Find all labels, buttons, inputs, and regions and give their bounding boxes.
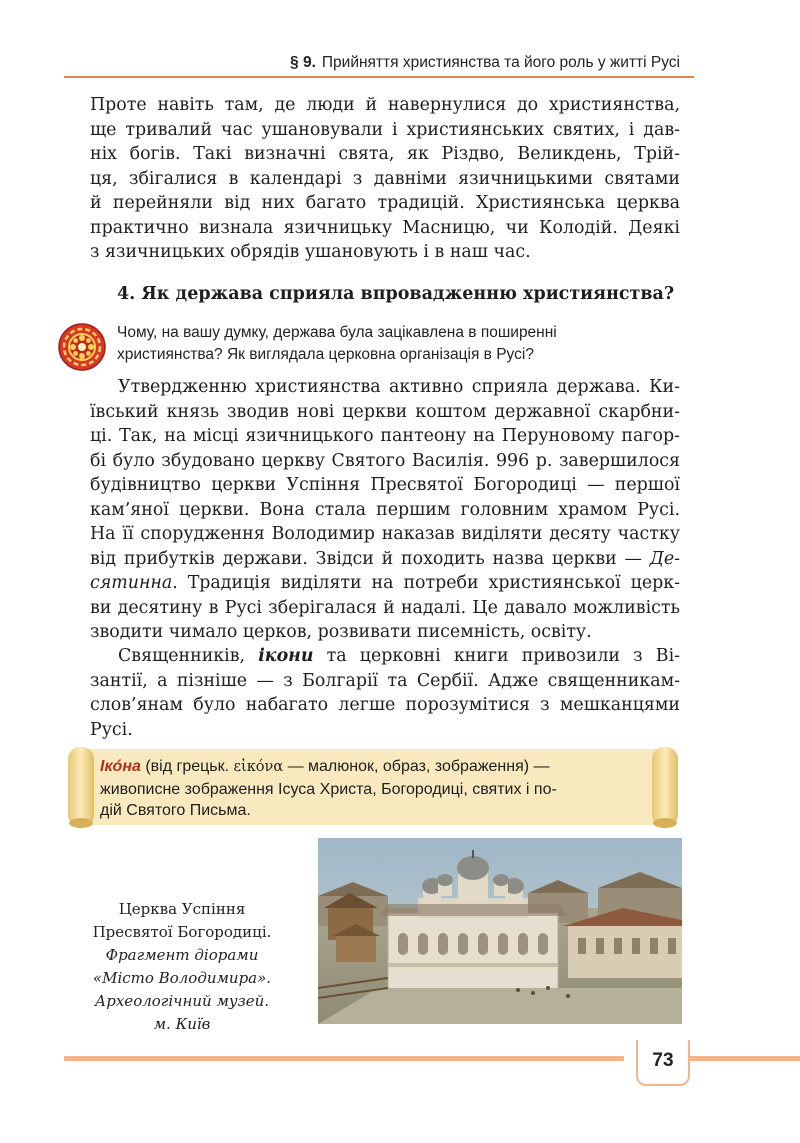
text-run: (від грецьк. bbox=[140, 758, 234, 775]
definition-line: живописне зображення Ісуса Христа, Богородиці, святих і по- bbox=[100, 780, 557, 798]
paragraph-line: ще тривалий час ушановували і християнських святих, і дав- bbox=[90, 119, 680, 140]
paragraph-line: слов’янам було набагато легше порозумітися з мешканцями bbox=[90, 695, 680, 715]
definition-text bbox=[100, 756, 655, 822]
paragraph-line: з язичницьких обрядів ушановують і в наш час. bbox=[90, 242, 531, 262]
church-diorama-photo bbox=[318, 838, 682, 1024]
footer-rule bbox=[686, 1056, 800, 1061]
page-number: 73 bbox=[652, 1050, 674, 1071]
caption-line: м. Київ bbox=[153, 1015, 211, 1033]
header-title: Прийняття християнства та його роль у житті Русі bbox=[321, 54, 680, 71]
text-run: . Традиція виділяти на потреби християнської церк- bbox=[172, 573, 680, 593]
text-run: та церковні книги привозили з Ві- bbox=[313, 646, 681, 666]
paragraph-line: ця, збігалися в календарі з давніми язичницькими святами bbox=[90, 168, 680, 189]
paragraph-3 bbox=[90, 644, 680, 742]
caption-line: «Місто Володимира». bbox=[92, 969, 272, 987]
paragraph-2 bbox=[90, 375, 680, 645]
paragraph-line: ви десятину в Русі зберігалася й надалі. Це давало можливість bbox=[90, 597, 680, 618]
paragraph-line: На її спорудження Володимир наказав виділяти десяту частку bbox=[90, 524, 680, 544]
paragraph-line: й перейняли від них багато традицій. Християнська церква bbox=[90, 193, 680, 213]
italic-term: Де- bbox=[649, 548, 680, 569]
paragraph-line: зводити чимало церков, розвивати писемність, освіту. bbox=[90, 622, 592, 642]
caption-line: Археологічний музей. bbox=[94, 992, 270, 1010]
paragraph-line: Русі. bbox=[90, 719, 133, 740]
text-run: Священників, bbox=[118, 646, 259, 666]
running-header bbox=[64, 50, 694, 78]
definition-term: Ікóна bbox=[100, 758, 141, 775]
ornament-rosette-icon bbox=[57, 322, 107, 372]
image-caption bbox=[62, 898, 302, 1036]
paragraph-1 bbox=[90, 93, 680, 265]
paragraph-line: будівництво церкви Успіння Пресвятої Богородиці — першої bbox=[90, 475, 680, 495]
italic-term: сятинна bbox=[90, 573, 173, 593]
definition-line: дій Святого Письма. bbox=[100, 802, 251, 819]
header-text bbox=[290, 54, 680, 72]
paragraph-line: практично визнала язичницьку Масницю, чи Колодій. Деякі bbox=[90, 217, 680, 238]
text-run: — малюнок, образ, зображення) — bbox=[283, 758, 550, 775]
question-text bbox=[117, 322, 687, 366]
greek-word: εἰκόνα bbox=[233, 759, 284, 775]
paragraph-line: Проте навіть там, де люди й навернулися до християнства, bbox=[90, 95, 680, 115]
footer-rule bbox=[64, 1056, 624, 1061]
section-heading: 4. Як держава сприяла впровадженню християнства? bbox=[117, 284, 675, 304]
paragraph-line-mixed bbox=[90, 644, 680, 669]
section-number: § 9. bbox=[290, 54, 316, 71]
question-line: Чому, на вашу думку, держава була зацікавлена в поширенні bbox=[117, 324, 557, 341]
question-line: християнства? Як виглядала церковна організація в Русі? bbox=[117, 346, 534, 363]
caption-line: Пресвятої Богородиці. bbox=[92, 923, 272, 941]
paragraph-line: ївський князь зводив нові церкви коштом державної скарбни- bbox=[90, 401, 680, 422]
paragraph-line-mixed bbox=[90, 547, 680, 572]
paragraph-line-mixed bbox=[90, 571, 680, 596]
paragraph-line: ніх богів. Такі визначні свята, як Різдво, Великдень, Трій- bbox=[90, 144, 680, 164]
caption-line: Фрагмент діорами bbox=[105, 946, 259, 964]
caption-line: Церква Успіння bbox=[118, 900, 246, 918]
bold-italic-term: ікони bbox=[258, 646, 314, 666]
text-run: від прибутків держави. Звідси й походить назва церкви — bbox=[90, 548, 650, 569]
paragraph-line: ці. Так, на місці язичницького пантеону на Перуновому пагор- bbox=[90, 426, 680, 446]
paragraph-line: кам’яної церкви. Вона стала першим головним храмом Русі. bbox=[90, 499, 680, 520]
paragraph-line: зантії, а пізніше — з Болгарії та Сербії. Адже священникам- bbox=[90, 670, 680, 691]
definition-line bbox=[100, 756, 655, 779]
paragraph-line: бі було збудовано церкву Святого Василія. 996 р. завершилося bbox=[90, 450, 680, 471]
paragraph-line: Утвердженню християнства активно сприяла держава. Ки- bbox=[118, 377, 680, 397]
